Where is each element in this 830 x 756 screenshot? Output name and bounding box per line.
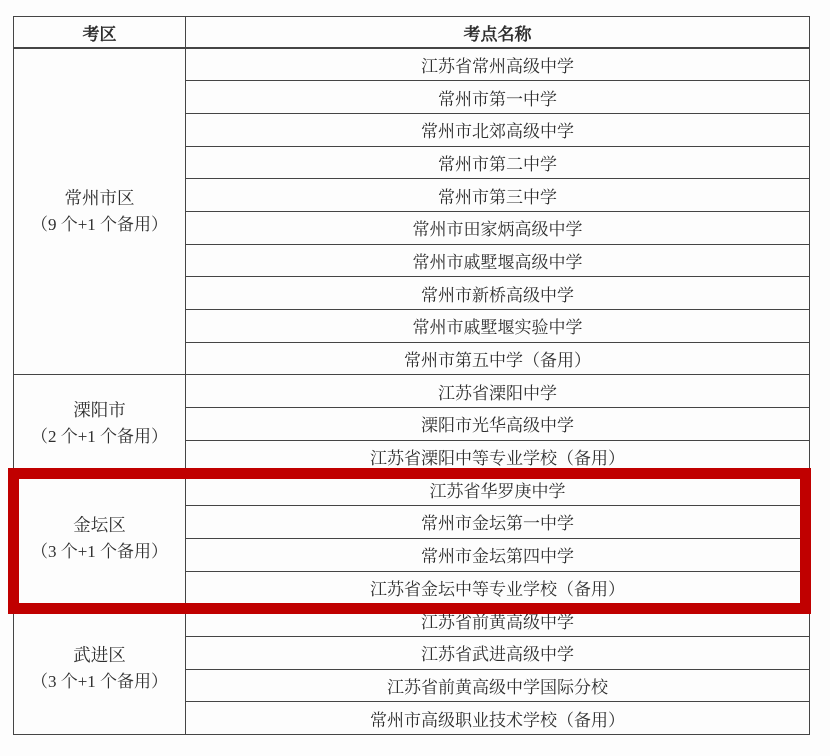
district-name: 溧阳市 xyxy=(73,400,126,421)
school-cell: 常州市第一中学 xyxy=(186,81,810,114)
school-cell: 常州市高级职业技术学校（备用） xyxy=(186,702,810,735)
school-cell: 江苏省金坛中等专业学校（备用） xyxy=(186,571,810,604)
district-note: （3 个+1 个备用） xyxy=(30,672,169,692)
school-cell: 江苏省常州高级中学 xyxy=(186,48,810,81)
district-cell xyxy=(14,604,186,735)
school-cell: 江苏省武进高级中学 xyxy=(186,636,810,669)
district-note: （9 个+1 个备用） xyxy=(30,215,169,235)
district-note: （2 个+1 个备用） xyxy=(30,427,169,447)
school-cell: 常州市田家炳高级中学 xyxy=(186,211,810,244)
school-cell: 江苏省前黄高级中学国际分校 xyxy=(186,669,810,702)
school-cell: 常州市金坛第四中学 xyxy=(186,538,810,571)
exam-sites-table xyxy=(13,16,810,735)
district-name: 武进区 xyxy=(73,645,126,666)
school-cell: 溧阳市光华高级中学 xyxy=(186,408,810,441)
school-cell: 常州市戚墅堰实验中学 xyxy=(186,310,810,343)
header-row xyxy=(14,17,810,49)
district-cell xyxy=(14,48,186,375)
school-cell: 江苏省溧阳中等专业学校（备用） xyxy=(186,440,810,473)
school-cell: 常州市第五中学（备用） xyxy=(186,342,810,375)
school-cell: 常州市第二中学 xyxy=(186,146,810,179)
district-note: （3 个+1 个备用） xyxy=(30,541,169,561)
table-row xyxy=(14,48,810,81)
district-name: 金坛区 xyxy=(73,514,126,535)
school-cell: 江苏省溧阳中学 xyxy=(186,375,810,408)
header-district: 考区 xyxy=(14,17,186,49)
table-row xyxy=(14,604,810,637)
header-school-name: 考点名称 xyxy=(186,17,810,49)
school-cell: 常州市戚墅堰高级中学 xyxy=(186,244,810,277)
school-cell: 常州市北郊高级中学 xyxy=(186,113,810,146)
school-cell: 常州市第三中学 xyxy=(186,179,810,212)
school-cell: 江苏省华罗庚中学 xyxy=(186,473,810,506)
table-row xyxy=(14,375,810,408)
school-cell: 常州市金坛第一中学 xyxy=(186,506,810,539)
school-cell: 江苏省前黄高级中学 xyxy=(186,604,810,637)
district-name: 常州市区 xyxy=(64,187,135,208)
school-cell: 常州市新桥高级中学 xyxy=(186,277,810,310)
table-row xyxy=(14,473,810,506)
district-cell xyxy=(14,473,186,604)
district-cell xyxy=(14,375,186,473)
